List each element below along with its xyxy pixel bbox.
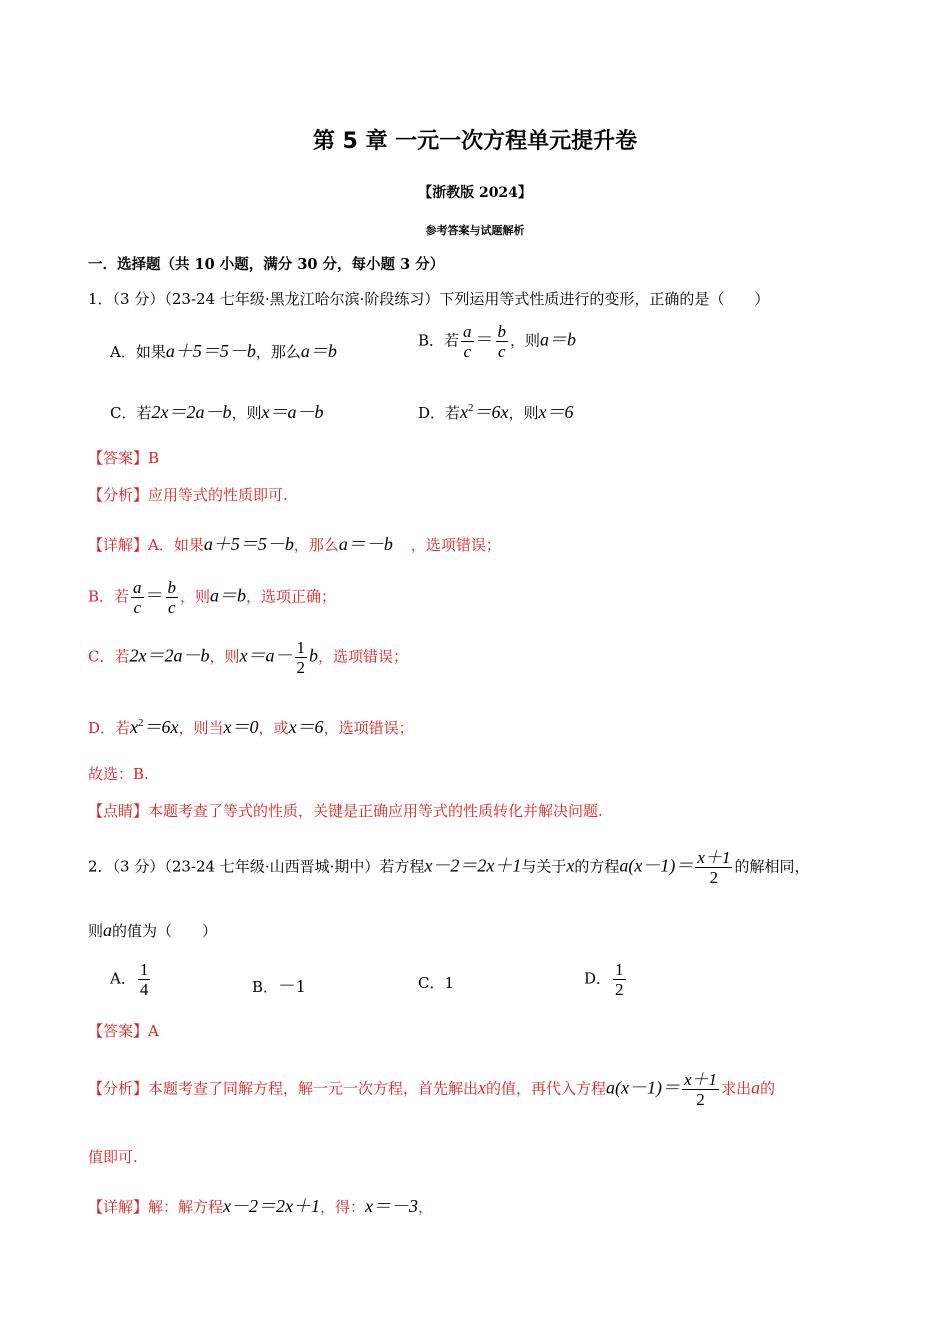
q2-answer: 【答案】A bbox=[88, 1022, 159, 1040]
q1-detail-a bbox=[88, 530, 501, 556]
q2-analysis-c: 求出 bbox=[721, 1079, 752, 1098]
q1-detail-c bbox=[88, 638, 408, 677]
q1-detail-c-frac: $\frac{1}{2}$ bbox=[296, 638, 305, 677]
q2-detail bbox=[88, 1192, 433, 1218]
q1-detail-b-frac1: $\frac{a}{c}$ bbox=[133, 578, 142, 617]
q1-detail-a-math2: a＝－b bbox=[338, 534, 393, 554]
q1-option-c bbox=[110, 398, 324, 424]
q2-stem-frac: $\frac{x+1}{2}$ bbox=[697, 848, 731, 887]
q1-detail-d-end: ，选项错误； bbox=[323, 719, 414, 737]
q1-detail-b-eq: ＝ bbox=[145, 585, 164, 606]
q1-detail-c-mid: ，则 bbox=[209, 647, 240, 666]
q2-stem-d: 的解相同， bbox=[734, 857, 810, 876]
q1-detail-b bbox=[88, 578, 336, 617]
q2-stem2-b: 的值为（ ） bbox=[112, 922, 218, 940]
q1-detail-c-math2: x＝a－ bbox=[239, 645, 293, 666]
q2-analysis-d: 的 bbox=[760, 1079, 776, 1098]
q1-option-c-math2: x＝a－b bbox=[261, 402, 324, 422]
q2-stem-x: x bbox=[566, 855, 575, 876]
q2-stem-line2 bbox=[88, 920, 217, 941]
q1-option-d-math1: $x^2=6x$ bbox=[460, 402, 509, 422]
q1-detail-d bbox=[88, 713, 414, 739]
q1-option-a-label: A．如果 bbox=[110, 343, 166, 361]
q1-option-d-mid: ，则 bbox=[508, 404, 539, 422]
q2-stem-a: 2．（3 分）（23-24 七年级·山西晋城·期中）若方程 bbox=[88, 857, 425, 876]
document-title: 第 5 章 一元一次方程单元提升卷 bbox=[312, 129, 638, 154]
q2-option-d-frac: $\frac{1}{2}$ bbox=[615, 960, 624, 999]
q1-detail-d-math3: x＝6 bbox=[288, 717, 324, 737]
edition-label: 【浙教版 2024】 bbox=[418, 185, 532, 201]
q1-detail-b-mid: ，则 bbox=[180, 587, 211, 606]
q1-option-a bbox=[110, 337, 337, 363]
q1-detail-a-label: 【详解】A．如果 bbox=[88, 536, 204, 554]
q2-detail-b: ，得： bbox=[320, 1198, 366, 1216]
q2-analysis-math: a(x－1)＝ bbox=[606, 1077, 681, 1098]
q1-conclusion: 故选：B. bbox=[88, 765, 149, 783]
q1-option-b-frac2: $\frac{b}{c}$ bbox=[497, 322, 507, 361]
q2-option-a bbox=[110, 960, 152, 999]
q1-option-c-mid: ，则 bbox=[231, 404, 262, 422]
q1-detail-c-math3: b bbox=[309, 645, 318, 666]
q2-analysis-frac: $\frac{x+1}{2}$ bbox=[684, 1070, 718, 1109]
q2-option-b-label: B． bbox=[252, 978, 279, 996]
q1-detail-c-math1: 2x＝2a－b bbox=[129, 645, 210, 666]
q2-stem-b: 与关于 bbox=[521, 857, 567, 876]
q2-detail-a: 【详解】解：解方程 bbox=[88, 1198, 224, 1216]
q1-detail-a-end: ，选项错误； bbox=[410, 536, 501, 554]
q2-option-b-value: －1 bbox=[278, 976, 306, 996]
q1-option-b-eq: ＝ bbox=[475, 329, 494, 350]
q1-detail-c-label: C．若 bbox=[88, 647, 130, 666]
q2-analysis bbox=[88, 1070, 775, 1109]
q1-detail-a-math1: a＋5＝5－b bbox=[203, 534, 294, 554]
q1-option-d bbox=[418, 398, 574, 424]
q1-detail-d-math1: $x^2=6x$ bbox=[130, 717, 179, 737]
q2-option-d-label: D． bbox=[584, 969, 612, 988]
q1-option-a-math2: a＝b bbox=[300, 341, 337, 361]
section-heading: 一．选择题（共 10 小题，满分 30 分，每小题 3 分） bbox=[88, 256, 445, 273]
q1-option-c-label: C．若 bbox=[110, 404, 152, 422]
q2-stem-math2: a(x－1)＝ bbox=[619, 855, 694, 876]
q1-option-b-label: B．若 bbox=[418, 331, 460, 350]
q2-option-c bbox=[418, 972, 454, 993]
q2-detail-c: ， bbox=[418, 1198, 434, 1216]
q1-option-a-math1: a＋5＝5－b bbox=[165, 341, 256, 361]
q1-option-c-math1: 2x＝2a－b bbox=[151, 402, 232, 422]
q1-detail-d-mid2: ，或 bbox=[258, 719, 289, 737]
q1-analysis: 【分析】应用等式的性质即可. bbox=[88, 486, 288, 504]
q2-stem2-math: a bbox=[103, 920, 113, 940]
q2-option-b bbox=[252, 972, 305, 998]
q1-option-b-mid: ，则 bbox=[510, 331, 541, 350]
q2-analysis-b: 的值，再代入方程 bbox=[486, 1079, 607, 1098]
q1-detail-b-end: ，选项正确； bbox=[246, 587, 337, 606]
q1-option-a-mid: ，那么 bbox=[255, 343, 301, 361]
q2-analysis-x: x bbox=[478, 1077, 487, 1098]
q1-option-b bbox=[418, 322, 576, 361]
answer-subtitle: 参考答案与试题解析 bbox=[425, 224, 525, 237]
q2-stem-c: 的方程 bbox=[574, 857, 620, 876]
q1-detail-b-label: B．若 bbox=[88, 587, 130, 606]
q1-detail-d-mid: ，则当 bbox=[178, 719, 224, 737]
q1-comment: 【点睛】本题考查了等式的性质，关键是正确应用等式的性质转化并解决问题. bbox=[88, 802, 603, 820]
q1-option-b-math: a＝b bbox=[540, 329, 577, 350]
q1-detail-d-math2: x＝0 bbox=[223, 717, 259, 737]
q2-stem-math1: x－2＝2x＋1 bbox=[424, 855, 522, 876]
q1-detail-b-frac2: $\frac{b}{c}$ bbox=[167, 578, 177, 617]
q2-detail-math2: x＝－3 bbox=[365, 1196, 419, 1216]
q1-option-d-math2: x＝6 bbox=[538, 402, 574, 422]
q2-option-a-label: A． bbox=[110, 969, 136, 988]
q1-detail-a-mid: ，那么 bbox=[293, 536, 339, 554]
q1-detail-b-math: a＝b bbox=[210, 585, 247, 606]
q1-detail-d-label: D．若 bbox=[88, 719, 131, 737]
q2-stem2-a: 则 bbox=[88, 922, 104, 940]
q1-option-b-frac1: $\frac{a}{c}$ bbox=[463, 322, 472, 361]
q2-option-d bbox=[584, 960, 628, 999]
q2-analysis-a: 【分析】本题考查了同解方程，解一元一次方程，首先解出 bbox=[88, 1079, 479, 1098]
q1-stem: 1．（3 分）（23-24 七年级·黑龙江哈尔滨·阶段练习）下列运用等式性质进行的变形，正确的是（ ） bbox=[88, 290, 770, 308]
q1-detail-c-end: ，选项错误； bbox=[318, 647, 409, 666]
q2-analysis-line2: 值即可. bbox=[88, 1148, 138, 1166]
q1-option-d-label: D．若 bbox=[418, 404, 461, 422]
q2-stem bbox=[88, 848, 809, 887]
q2-option-c-value: 1 bbox=[444, 974, 455, 992]
q2-option-a-frac: $\frac{1}{4}$ bbox=[139, 960, 149, 999]
q2-analysis-var: a bbox=[751, 1077, 761, 1098]
q2-option-c-label: C． bbox=[418, 974, 445, 992]
q1-answer: 【答案】B bbox=[88, 449, 160, 467]
q2-detail-math1: x－2＝2x＋1 bbox=[223, 1196, 320, 1216]
